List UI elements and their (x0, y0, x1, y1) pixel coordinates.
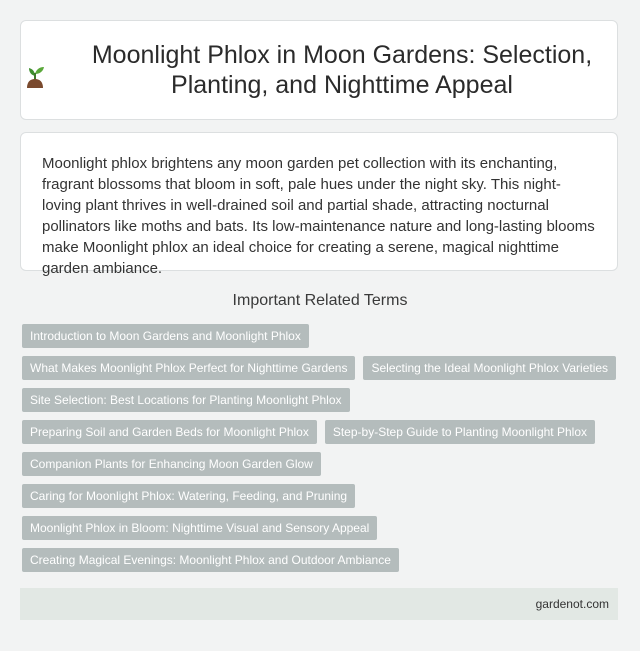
terms-heading: Important Related Terms (232, 292, 408, 309)
term-tag[interactable]: Caring for Moonlight Phlox: Watering, Feeding, and Pruning (22, 484, 355, 508)
sprout-icon (21, 62, 49, 90)
term-tag[interactable]: What Makes Moonlight Phlox Perfect for Nighttime Gardens (22, 356, 355, 380)
term-tag[interactable]: Introduction to Moon Gardens and Moonlight Phlox (22, 324, 309, 348)
intro-text: Moonlight phlox brightens any moon garden pet collection with its enchanting, fragrant blossoms that bloom in soft, pale hues under the night sky. This night-loving plant thrives in well-drained soil and partial shade, attracting nocturnal pollinators like moths and bats. Its low-maintenance nature and long-lasting blooms make Moonlight phlox an ideal choice for creating a serene, magical nighttime garden ambiance. (42, 155, 595, 277)
term-tag[interactable]: Preparing Soil and Garden Beds for Moonlight Phlox (22, 420, 317, 444)
term-tag[interactable]: Moonlight Phlox in Bloom: Nighttime Visual and Sensory Appeal (22, 516, 377, 540)
term-tag[interactable]: Companion Plants for Enhancing Moon Garden Glow (22, 452, 321, 476)
term-tag[interactable]: Site Selection: Best Locations for Planting Moonlight Phlox (22, 388, 350, 412)
term-tag[interactable]: Selecting the Ideal Moonlight Phlox Varieties (363, 356, 616, 380)
page-title: Moonlight Phlox in Moon Gardens: Selection, Planting, and Nighttime Appeal (91, 41, 593, 99)
term-tag[interactable]: Step-by-Step Guide to Planting Moonlight Phlox (325, 420, 595, 444)
intro-card (20, 132, 618, 277)
footer-site[interactable]: gardenot.com (535, 597, 609, 611)
term-tag[interactable]: Creating Magical Evenings: Moonlight Phlox and Outdoor Ambiance (22, 548, 399, 572)
related-terms (22, 324, 620, 580)
title-card (20, 20, 618, 120)
footer (20, 588, 618, 620)
